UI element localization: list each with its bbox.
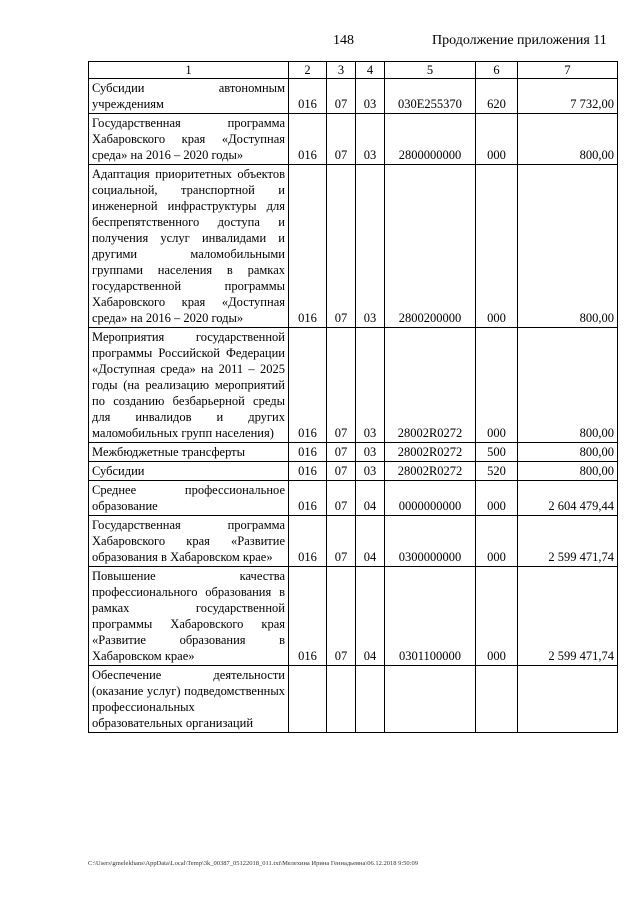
cell-section: 07 <box>327 165 356 328</box>
cell-ministry: 016 <box>289 443 327 462</box>
column-header: 4 <box>356 62 385 79</box>
cell-subsection: 03 <box>356 443 385 462</box>
row-name: Субсидии <box>89 462 289 481</box>
cell-target: 28002R0272 <box>385 443 476 462</box>
table-row <box>89 516 618 567</box>
cell-ministry: 016 <box>289 114 327 165</box>
cell-target: 030E255370 <box>385 79 476 114</box>
page-caption: Продолжение приложения 11 <box>432 33 607 48</box>
table-header-row <box>89 62 618 79</box>
row-name: Среднее профессиональное образование <box>89 481 289 516</box>
cell-ministry: 016 <box>289 79 327 114</box>
cell-section: 07 <box>327 567 356 666</box>
cell-subsection: 03 <box>356 79 385 114</box>
cell-section: 07 <box>327 328 356 443</box>
row-name: Мероприятия государственной программы Российской Федерации «Доступная среда» на 2011 – 2025 годы (на реализацию мероприятий по созданию безбарьерной среды для инвалидов и других маломобильных групп населения) <box>89 328 289 443</box>
cell-amount: 7 732,00 <box>518 79 618 114</box>
cell-section <box>327 666 356 733</box>
cell-expense-type: 500 <box>476 443 518 462</box>
cell-ministry: 016 <box>289 567 327 666</box>
cell-target: 28002R0272 <box>385 462 476 481</box>
row-name: Межбюджетные трансферты <box>89 443 289 462</box>
cell-expense-type: 520 <box>476 462 518 481</box>
cell-subsection <box>356 666 385 733</box>
cell-expense-type: 000 <box>476 165 518 328</box>
cell-target: 0300000000 <box>385 516 476 567</box>
budget-table <box>88 61 618 733</box>
cell-amount: 800,00 <box>518 114 618 165</box>
cell-section: 07 <box>327 481 356 516</box>
table-row <box>89 567 618 666</box>
cell-amount: 2 604 479,44 <box>518 481 618 516</box>
cell-amount: 800,00 <box>518 443 618 462</box>
row-name: Обеспечение деятельности (оказание услуг) подведомственных профессиональных образовательных организаций <box>89 666 289 733</box>
cell-expense-type: 620 <box>476 79 518 114</box>
cell-ministry: 016 <box>289 328 327 443</box>
cell-subsection: 03 <box>356 114 385 165</box>
table-row <box>89 443 618 462</box>
table-row <box>89 666 618 733</box>
cell-target: 2800000000 <box>385 114 476 165</box>
row-name: Государственная программа Хабаровского края «Доступная среда» на 2016 – 2020 годы» <box>89 114 289 165</box>
table-row <box>89 328 618 443</box>
cell-ministry: 016 <box>289 516 327 567</box>
column-header: 1 <box>89 62 289 79</box>
column-header: 6 <box>476 62 518 79</box>
cell-amount: 2 599 471,74 <box>518 567 618 666</box>
cell-expense-type <box>476 666 518 733</box>
cell-subsection: 03 <box>356 328 385 443</box>
cell-amount: 2 599 471,74 <box>518 516 618 567</box>
table-row <box>89 481 618 516</box>
cell-amount <box>518 666 618 733</box>
cell-ministry: 016 <box>289 481 327 516</box>
cell-subsection: 04 <box>356 567 385 666</box>
row-name: Государственная программа Хабаровского края «Развитие образования в Хабаровском крае» <box>89 516 289 567</box>
cell-expense-type: 000 <box>476 328 518 443</box>
cell-subsection: 04 <box>356 516 385 567</box>
cell-target: 0000000000 <box>385 481 476 516</box>
cell-section: 07 <box>327 443 356 462</box>
cell-subsection: 04 <box>356 481 385 516</box>
cell-section: 07 <box>327 462 356 481</box>
cell-target: 2800200000 <box>385 165 476 328</box>
cell-target <box>385 666 476 733</box>
column-header: 7 <box>518 62 618 79</box>
cell-expense-type: 000 <box>476 114 518 165</box>
cell-target: 28002R0272 <box>385 328 476 443</box>
cell-amount: 800,00 <box>518 462 618 481</box>
cell-amount: 800,00 <box>518 328 618 443</box>
cell-expense-type: 000 <box>476 481 518 516</box>
row-name: Адаптация приоритетных объектов социальной, транспортной и инженерной инфраструктуры для беспрепятственного доступа и получения услуг инвалидами и другими маломобильными группами населения в рамках государственной программы Хабаровского края «Доступная среда» на 2016 – 2020 годы» <box>89 165 289 328</box>
file-path-footer: C:\Users\gmelekhans\AppData\Local\Temp\3k_00387_05122018_011.txt\Мелехина Ирина Геннадьевна\06.12.2018 9:50:09 <box>88 860 418 867</box>
row-name: Повышение качества профессионального образования в рамках государственной программы Хабаровского края «Развитие образования в Хабаровском крае» <box>89 567 289 666</box>
cell-section: 07 <box>327 114 356 165</box>
cell-subsection: 03 <box>356 165 385 328</box>
cell-subsection: 03 <box>356 462 385 481</box>
table-row <box>89 462 618 481</box>
table-row <box>89 79 618 114</box>
cell-target: 0301100000 <box>385 567 476 666</box>
cell-section: 07 <box>327 516 356 567</box>
cell-section: 07 <box>327 79 356 114</box>
column-header: 2 <box>289 62 327 79</box>
cell-ministry: 016 <box>289 165 327 328</box>
cell-expense-type: 000 <box>476 516 518 567</box>
column-header: 5 <box>385 62 476 79</box>
table-row <box>89 114 618 165</box>
column-header: 3 <box>327 62 356 79</box>
table-row <box>89 165 618 328</box>
cell-amount: 800,00 <box>518 165 618 328</box>
row-name: Субсидии автономным учреждениям <box>89 79 289 114</box>
page-number: 148 <box>333 33 354 48</box>
cell-expense-type: 000 <box>476 567 518 666</box>
cell-ministry <box>289 666 327 733</box>
cell-ministry: 016 <box>289 462 327 481</box>
